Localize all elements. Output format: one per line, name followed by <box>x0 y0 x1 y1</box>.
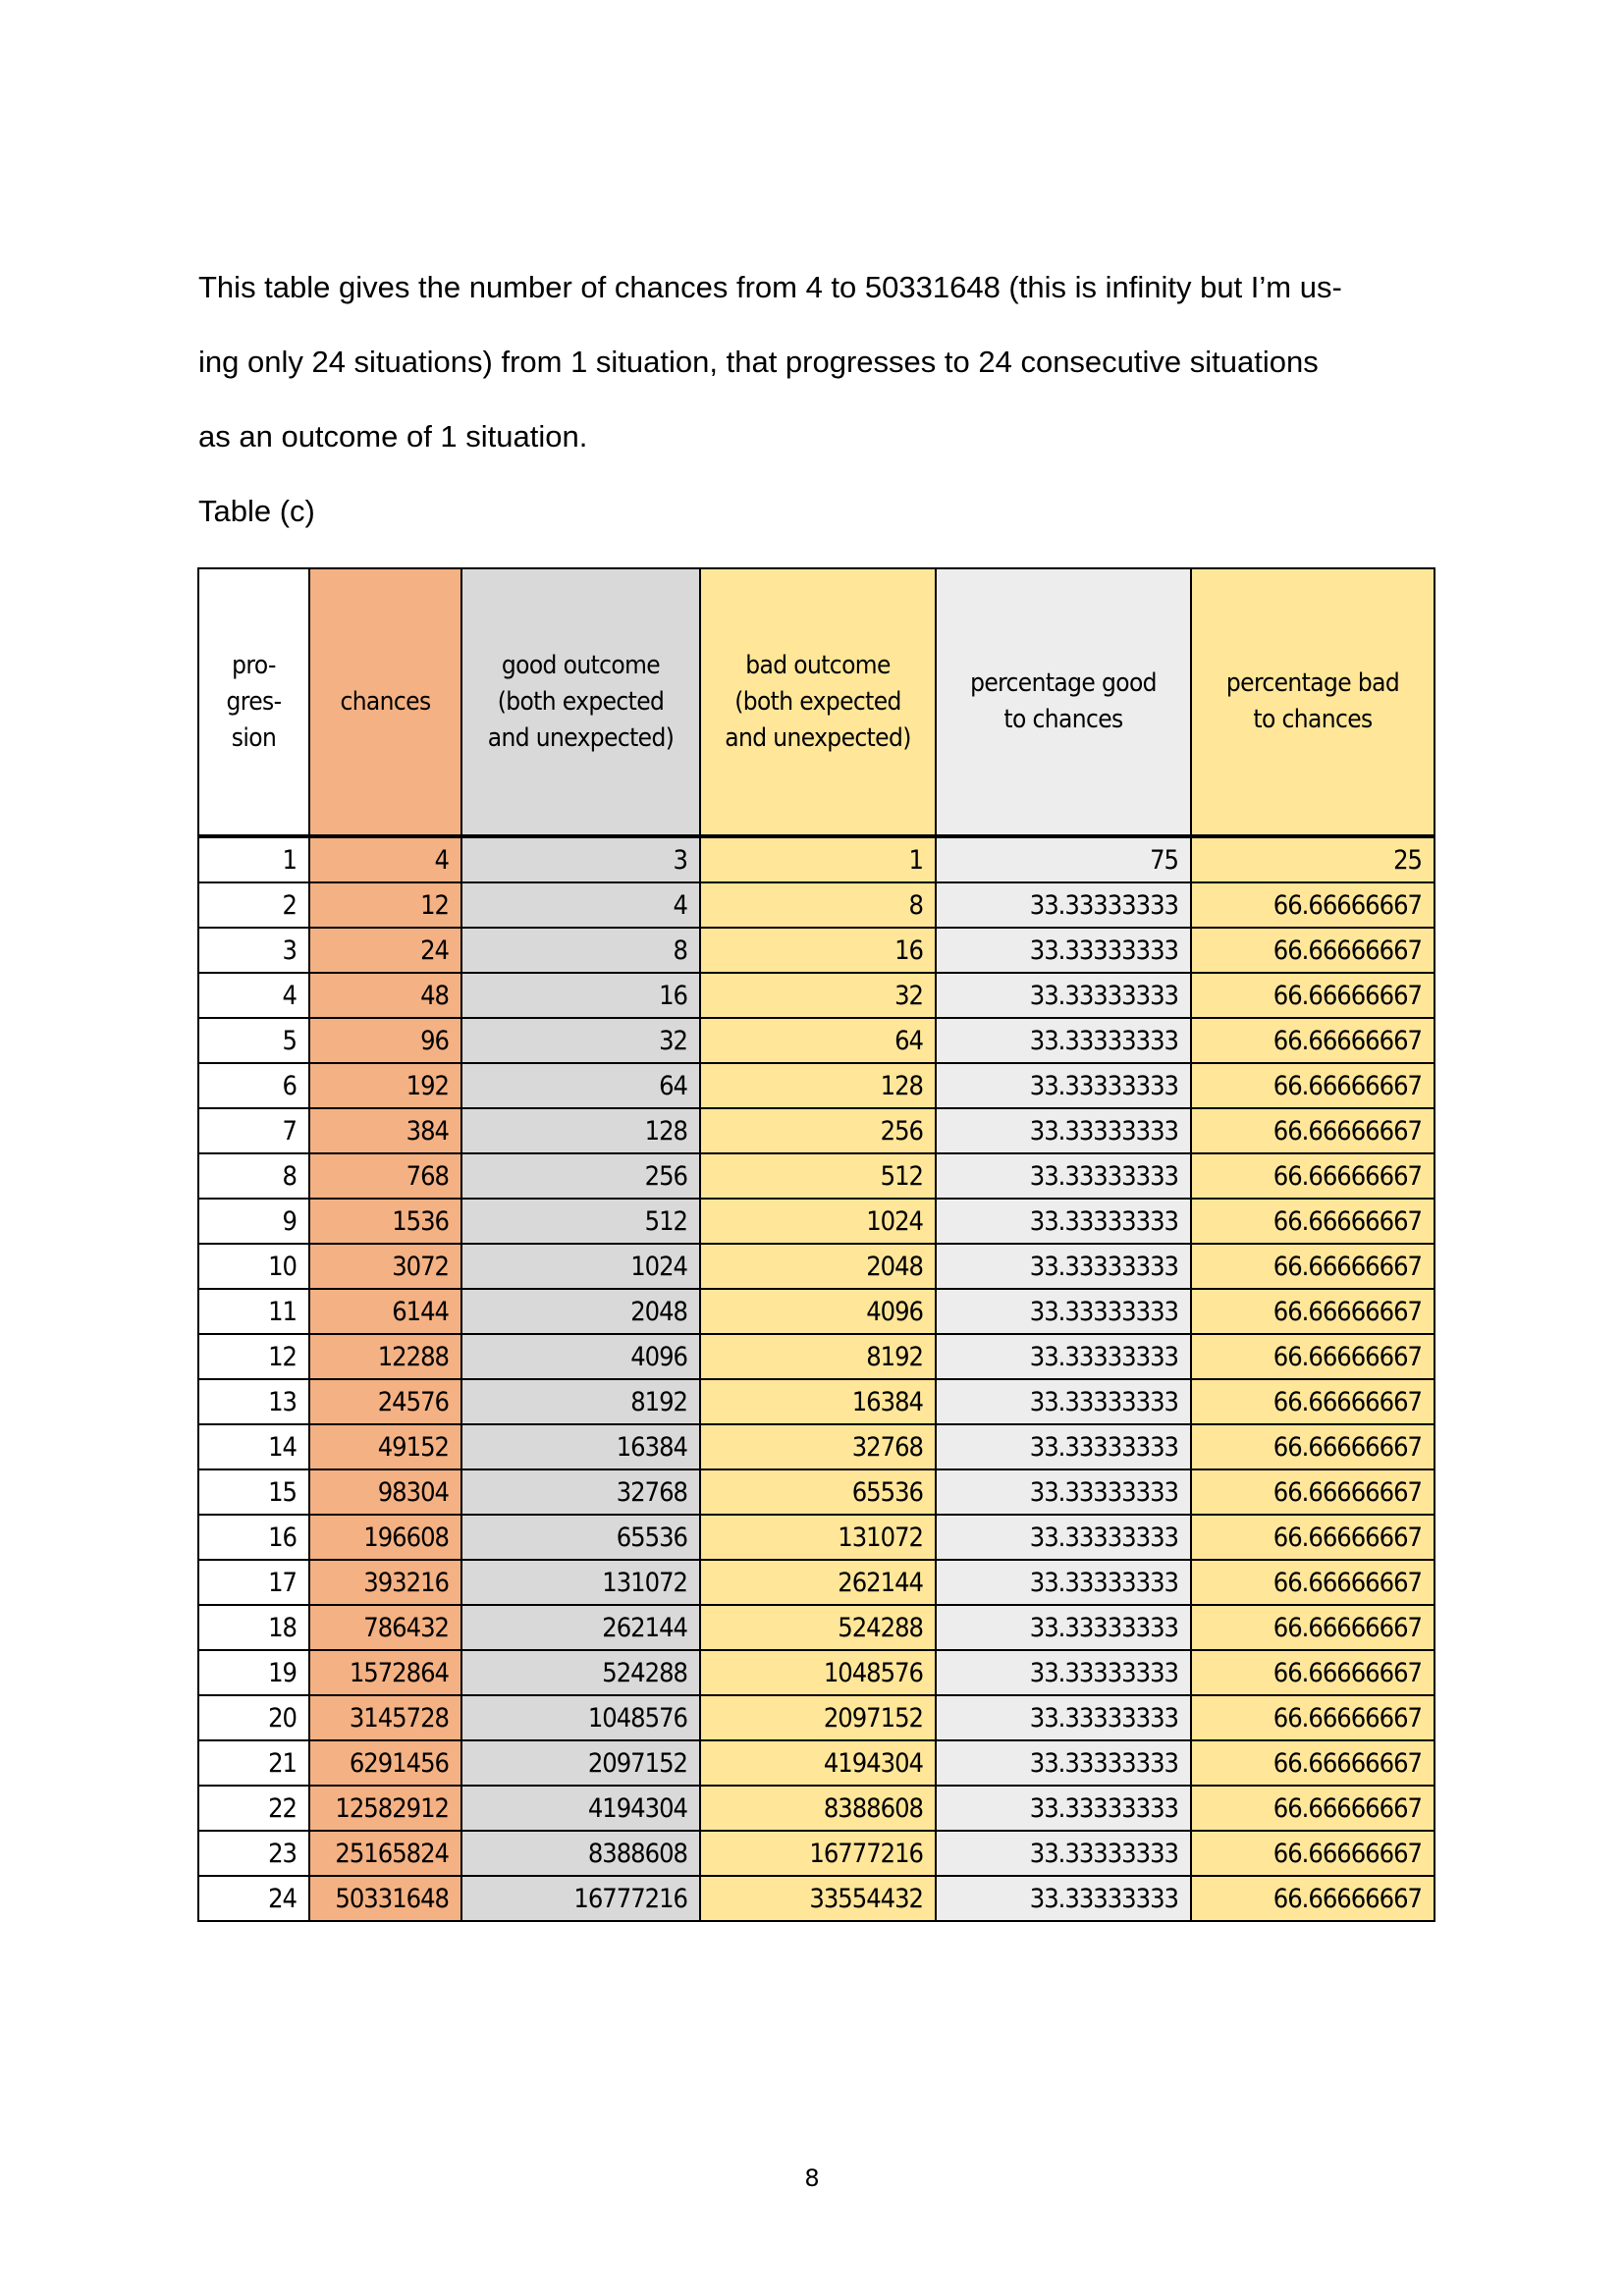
percentage-good-cell: 33.33333333 <box>936 1199 1191 1244</box>
header-line: chances <box>340 686 431 717</box>
progression-cell: 21 <box>198 1740 309 1786</box>
chances-cell: 96 <box>309 1018 461 1063</box>
good-outcome-cell: 512 <box>461 1199 700 1244</box>
percentage-bad-cell: 66.66666667 <box>1191 1153 1435 1199</box>
chances-cell: 6291456 <box>309 1740 461 1786</box>
bad-outcome-cell: 8388608 <box>700 1786 936 1831</box>
progression-cell: 22 <box>198 1786 309 1831</box>
percentage-good-cell: 33.33333333 <box>936 1740 1191 1786</box>
table-row <box>198 1560 1435 1605</box>
percentage-good-cell: 33.33333333 <box>936 882 1191 928</box>
good-outcome-cell: 8388608 <box>461 1831 700 1876</box>
table-row <box>198 1469 1435 1515</box>
percentage-bad-cell: 66.66666667 <box>1191 1379 1435 1424</box>
percentage-bad-cell: 66.66666667 <box>1191 1876 1435 1921</box>
good-outcome-cell: 65536 <box>461 1515 700 1560</box>
header-line: pro- <box>232 650 276 680</box>
bad-outcome-cell: 32768 <box>700 1424 936 1469</box>
bad-outcome-cell: 8192 <box>700 1334 936 1379</box>
chances-cell: 1572864 <box>309 1650 461 1695</box>
header-line: bad outcome <box>745 650 891 680</box>
table-row <box>198 1424 1435 1469</box>
good-outcome-cell: 4194304 <box>461 1786 700 1831</box>
chances-cell: 12582912 <box>309 1786 461 1831</box>
chances-cell: 49152 <box>309 1424 461 1469</box>
paragraph-line: as an outcome of 1 situation. <box>198 419 588 454</box>
chances-table <box>197 567 1435 1922</box>
header-line: sion <box>231 722 277 753</box>
percentage-good-cell: 33.33333333 <box>936 1786 1191 1831</box>
percentage-good-cell: 33.33333333 <box>936 1379 1191 1424</box>
chances-cell: 192 <box>309 1063 461 1108</box>
table-row <box>198 973 1435 1018</box>
progression-cell: 19 <box>198 1650 309 1695</box>
table-row <box>198 1379 1435 1424</box>
percentage-bad-cell: 66.66666667 <box>1191 1515 1435 1560</box>
percentage-good-cell: 33.33333333 <box>936 1424 1191 1469</box>
percentage-bad-cell: 66.66666667 <box>1191 1289 1435 1334</box>
progression-cell: 14 <box>198 1424 309 1469</box>
good-outcome-cell: 16777216 <box>461 1876 700 1921</box>
bad-outcome-cell: 2097152 <box>700 1695 936 1740</box>
good-outcome-cell: 16384 <box>461 1424 700 1469</box>
chances-cell: 12288 <box>309 1334 461 1379</box>
percentage-bad-cell: 66.66666667 <box>1191 882 1435 928</box>
bad-outcome-cell: 512 <box>700 1153 936 1199</box>
percentage-bad-cell: 66.66666667 <box>1191 928 1435 973</box>
bad-outcome-cell: 1 <box>700 836 936 882</box>
progression-cell: 16 <box>198 1515 309 1560</box>
table-row <box>198 1695 1435 1740</box>
paragraph-line: ing only 24 situations) from 1 situation, that progresses to 24 consecutive situations <box>198 345 1319 379</box>
chances-cell: 1536 <box>309 1199 461 1244</box>
percentage-bad-cell: 66.66666667 <box>1191 1831 1435 1876</box>
good-outcome-cell: 16 <box>461 973 700 1018</box>
bad-outcome-cell: 128 <box>700 1063 936 1108</box>
percentage-bad-cell: 66.66666667 <box>1191 1424 1435 1469</box>
table-row <box>198 1831 1435 1876</box>
chances-cell: 393216 <box>309 1560 461 1605</box>
header-line: to chances <box>1253 705 1373 734</box>
table-row <box>198 1650 1435 1695</box>
bad-outcome-cell: 4194304 <box>700 1740 936 1786</box>
percentage-bad-cell: 25 <box>1191 836 1435 882</box>
good-outcome-cell: 3 <box>461 836 700 882</box>
bad-outcome-cell: 262144 <box>700 1560 936 1605</box>
progression-cell: 1 <box>198 836 309 882</box>
percentage-bad-cell: 66.66666667 <box>1191 1063 1435 1108</box>
header-percentage-bad <box>1191 568 1435 836</box>
good-outcome-cell: 8 <box>461 928 700 973</box>
bad-outcome-cell: 131072 <box>700 1515 936 1560</box>
bad-outcome-cell: 16777216 <box>700 1831 936 1876</box>
good-outcome-cell: 256 <box>461 1153 700 1199</box>
table-row <box>198 1786 1435 1831</box>
header-line: (both expected <box>734 686 901 717</box>
good-outcome-cell: 64 <box>461 1063 700 1108</box>
percentage-good-cell: 33.33333333 <box>936 1289 1191 1334</box>
progression-cell: 17 <box>198 1560 309 1605</box>
progression-cell: 6 <box>198 1063 309 1108</box>
bad-outcome-cell: 2048 <box>700 1244 936 1289</box>
percentage-good-cell: 33.33333333 <box>936 1831 1191 1876</box>
table-body <box>198 836 1435 1921</box>
progression-cell: 11 <box>198 1289 309 1334</box>
progression-cell: 23 <box>198 1831 309 1876</box>
header-good-outcome <box>461 568 700 836</box>
chances-cell: 12 <box>309 882 461 928</box>
progression-cell: 12 <box>198 1334 309 1379</box>
header-line: gres- <box>226 686 282 717</box>
progression-cell: 20 <box>198 1695 309 1740</box>
progression-cell: 9 <box>198 1199 309 1244</box>
header-line: percentage bad <box>1225 668 1400 698</box>
progression-cell: 15 <box>198 1469 309 1515</box>
table-row <box>198 1108 1435 1153</box>
good-outcome-cell: 131072 <box>461 1560 700 1605</box>
progression-cell: 10 <box>198 1244 309 1289</box>
bad-outcome-cell: 1048576 <box>700 1650 936 1695</box>
percentage-good-cell: 33.33333333 <box>936 1108 1191 1153</box>
progression-cell: 18 <box>198 1605 309 1650</box>
header-percentage-good <box>936 568 1191 836</box>
percentage-good-cell: 33.33333333 <box>936 1153 1191 1199</box>
percentage-good-cell: 33.33333333 <box>936 1695 1191 1740</box>
percentage-bad-cell: 66.66666667 <box>1191 973 1435 1018</box>
progression-cell: 4 <box>198 973 309 1018</box>
chances-cell: 6144 <box>309 1289 461 1334</box>
percentage-good-cell: 33.33333333 <box>936 1876 1191 1921</box>
bad-outcome-cell: 16 <box>700 928 936 973</box>
table-row <box>198 1199 1435 1244</box>
header-bad-outcome <box>700 568 936 836</box>
header-chances <box>309 568 461 836</box>
table-row <box>198 882 1435 928</box>
chances-cell: 768 <box>309 1153 461 1199</box>
percentage-good-cell: 33.33333333 <box>936 928 1191 973</box>
header-line: and unexpected) <box>725 722 911 753</box>
chances-cell: 3072 <box>309 1244 461 1289</box>
table-row <box>198 1334 1435 1379</box>
table-row <box>198 1876 1435 1921</box>
good-outcome-cell: 4096 <box>461 1334 700 1379</box>
percentage-good-cell: 33.33333333 <box>936 1244 1191 1289</box>
header-line: percentage good <box>970 668 1157 698</box>
chances-cell: 48 <box>309 973 461 1018</box>
chances-cell: 25165824 <box>309 1831 461 1876</box>
percentage-good-cell: 33.33333333 <box>936 1605 1191 1650</box>
table-row <box>198 1063 1435 1108</box>
bad-outcome-cell: 65536 <box>700 1469 936 1515</box>
percentage-good-cell: 33.33333333 <box>936 1469 1191 1515</box>
chances-cell: 24 <box>309 928 461 973</box>
bad-outcome-cell: 16384 <box>700 1379 936 1424</box>
table-row <box>198 1244 1435 1289</box>
good-outcome-cell: 2048 <box>461 1289 700 1334</box>
bad-outcome-cell: 1024 <box>700 1199 936 1244</box>
percentage-good-cell: 33.33333333 <box>936 1515 1191 1560</box>
good-outcome-cell: 262144 <box>461 1605 700 1650</box>
bad-outcome-cell: 4096 <box>700 1289 936 1334</box>
header-line: to chances <box>1003 705 1123 734</box>
chances-cell: 786432 <box>309 1605 461 1650</box>
percentage-bad-cell: 66.66666667 <box>1191 1244 1435 1289</box>
good-outcome-cell: 32768 <box>461 1469 700 1515</box>
table-row <box>198 1289 1435 1334</box>
percentage-bad-cell: 66.66666667 <box>1191 1108 1435 1153</box>
percentage-bad-cell: 66.66666667 <box>1191 1786 1435 1831</box>
progression-cell: 5 <box>198 1018 309 1063</box>
good-outcome-cell: 524288 <box>461 1650 700 1695</box>
percentage-good-cell: 33.33333333 <box>936 973 1191 1018</box>
header-line: (both expected <box>497 686 665 717</box>
table-row <box>198 928 1435 973</box>
bad-outcome-cell: 33554432 <box>700 1876 936 1921</box>
bad-outcome-cell: 8 <box>700 882 936 928</box>
percentage-bad-cell: 66.66666667 <box>1191 1334 1435 1379</box>
page-number: 8 <box>804 2164 820 2192</box>
chances-cell: 4 <box>309 836 461 882</box>
good-outcome-cell: 8192 <box>461 1379 700 1424</box>
chances-cell: 196608 <box>309 1515 461 1560</box>
header-line: and unexpected) <box>487 722 675 753</box>
progression-cell: 8 <box>198 1153 309 1199</box>
header-line: good outcome <box>501 650 661 680</box>
percentage-bad-cell: 66.66666667 <box>1191 1469 1435 1515</box>
percentage-bad-cell: 66.66666667 <box>1191 1650 1435 1695</box>
good-outcome-cell: 4 <box>461 882 700 928</box>
good-outcome-cell: 2097152 <box>461 1740 700 1786</box>
chances-cell: 50331648 <box>309 1876 461 1921</box>
percentage-good-cell: 33.33333333 <box>936 1560 1191 1605</box>
table-row <box>198 836 1435 882</box>
percentage-bad-cell: 66.66666667 <box>1191 1018 1435 1063</box>
progression-cell: 3 <box>198 928 309 973</box>
progression-cell: 24 <box>198 1876 309 1921</box>
chances-cell: 384 <box>309 1108 461 1153</box>
paragraph-line: This table gives the number of chances from 4 to 50331648 (this is infinity but I’m us- <box>198 270 1342 304</box>
percentage-bad-cell: 66.66666667 <box>1191 1560 1435 1605</box>
bad-outcome-cell: 524288 <box>700 1605 936 1650</box>
percentage-good-cell: 33.33333333 <box>936 1063 1191 1108</box>
percentage-good-cell: 33.33333333 <box>936 1018 1191 1063</box>
table-row <box>198 1018 1435 1063</box>
good-outcome-cell: 32 <box>461 1018 700 1063</box>
percentage-good-cell: 33.33333333 <box>936 1650 1191 1695</box>
percentage-bad-cell: 66.66666667 <box>1191 1740 1435 1786</box>
progression-cell: 2 <box>198 882 309 928</box>
percentage-good-cell: 33.33333333 <box>936 1334 1191 1379</box>
percentage-bad-cell: 66.66666667 <box>1191 1199 1435 1244</box>
bad-outcome-cell: 256 <box>700 1108 936 1153</box>
table-header-row <box>198 568 1435 836</box>
table-caption: Table (c) <box>198 494 315 528</box>
chances-cell: 98304 <box>309 1469 461 1515</box>
percentage-good-cell: 75 <box>936 836 1191 882</box>
good-outcome-cell: 1024 <box>461 1244 700 1289</box>
table-row <box>198 1153 1435 1199</box>
bad-outcome-cell: 64 <box>700 1018 936 1063</box>
table-row <box>198 1605 1435 1650</box>
bad-outcome-cell: 32 <box>700 973 936 1018</box>
chances-cell: 3145728 <box>309 1695 461 1740</box>
table-row <box>198 1515 1435 1560</box>
good-outcome-cell: 1048576 <box>461 1695 700 1740</box>
progression-cell: 13 <box>198 1379 309 1424</box>
progression-cell: 7 <box>198 1108 309 1153</box>
percentage-bad-cell: 66.66666667 <box>1191 1695 1435 1740</box>
table-row <box>198 1740 1435 1786</box>
header-progression <box>198 568 309 836</box>
good-outcome-cell: 128 <box>461 1108 700 1153</box>
percentage-bad-cell: 66.66666667 <box>1191 1605 1435 1650</box>
chances-cell: 24576 <box>309 1379 461 1424</box>
